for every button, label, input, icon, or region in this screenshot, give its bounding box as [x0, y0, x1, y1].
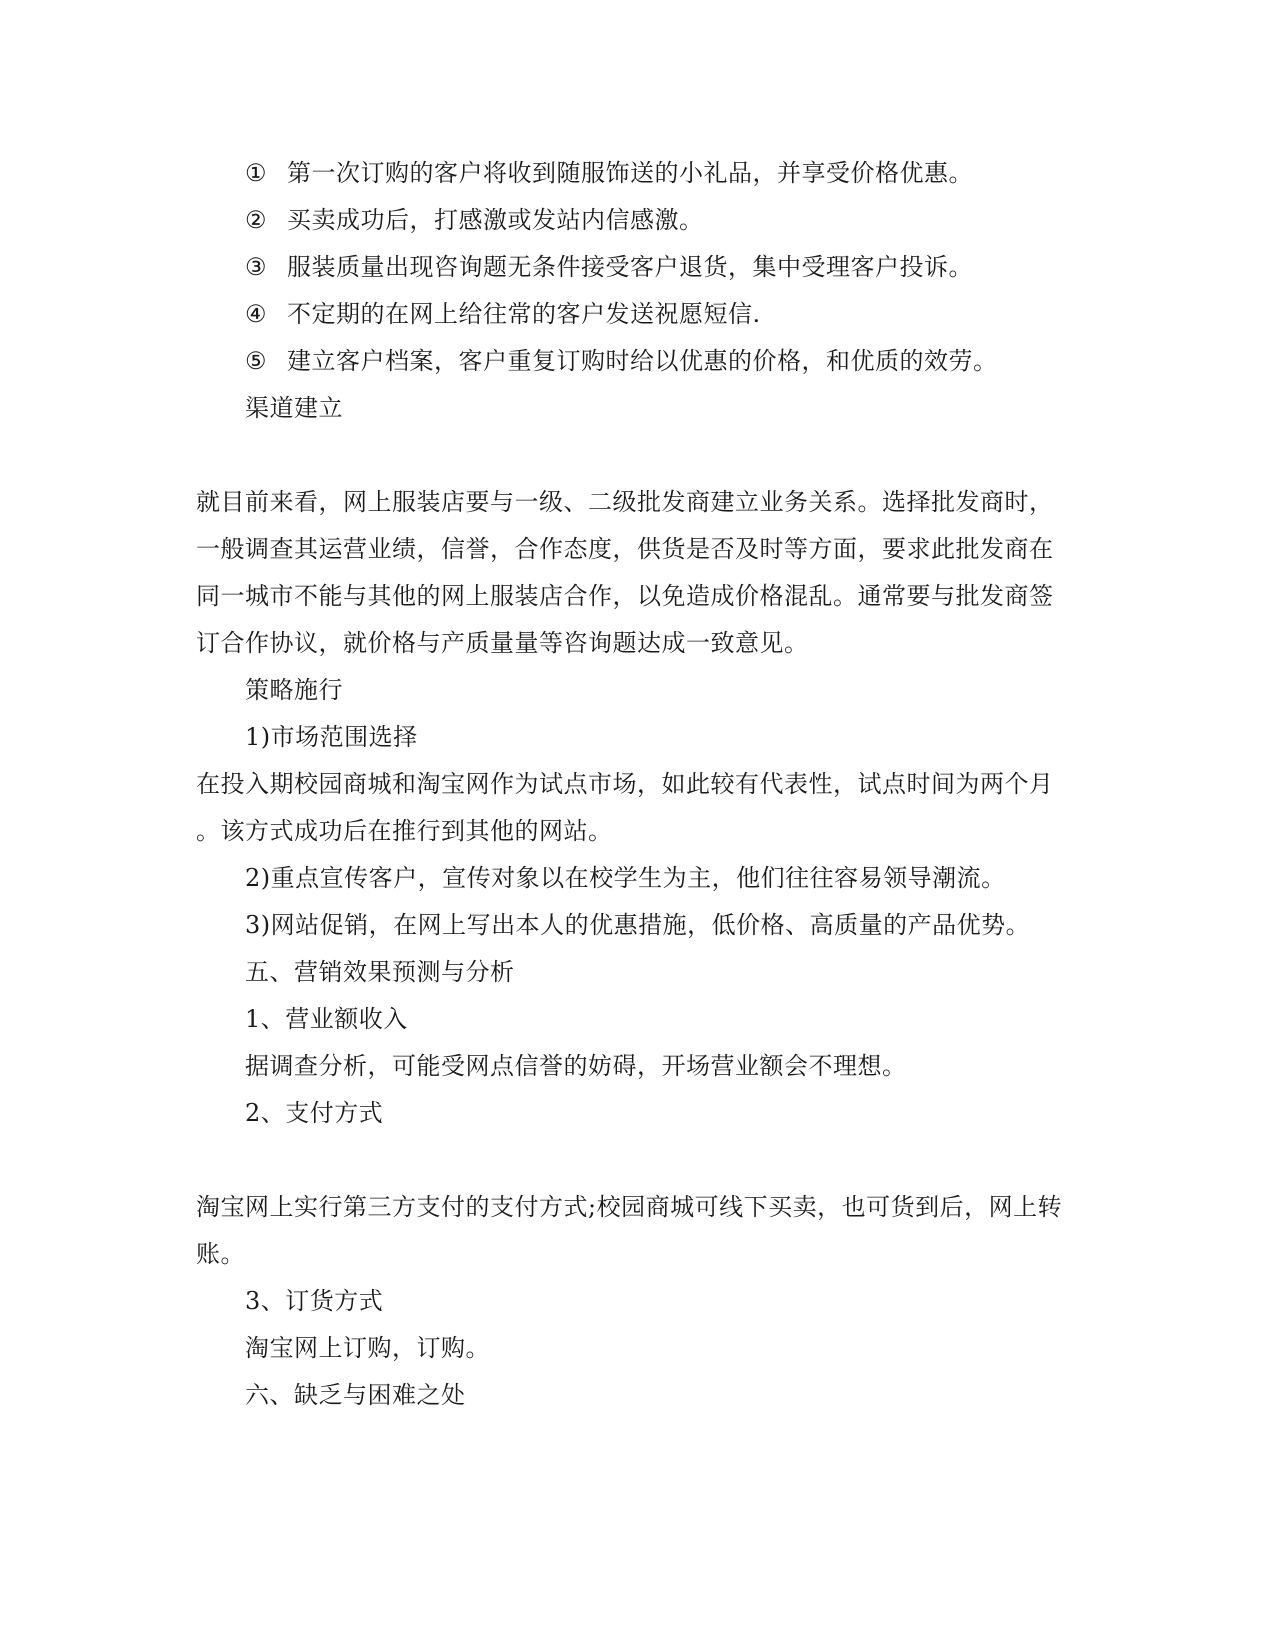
list-marker: ⑤ [245, 347, 268, 375]
strategy-item-2: 2)重点宣传客户，宣传对象以在校学生为主，他们往往容易领导潮流。 [245, 864, 1006, 892]
subsection-heading: 3、订货方式 [245, 1287, 384, 1315]
list-item [245, 346, 998, 376]
subsection-heading: 2、支付方式 [245, 1099, 384, 1127]
paragraph-line: 。该方式成功后在推行到其他的网站。 [196, 817, 613, 845]
list-marker: ④ [245, 300, 268, 328]
paragraph-line: 订合作协议，就价格与产质量量等咨询题达成一致意见。 [196, 629, 809, 657]
heading-strategy: 策略施行 [245, 676, 343, 704]
paragraph-line: 就目前来看，网上服装店要与一级、二级批发商建立业务关系。选择批发商时， [196, 488, 1054, 516]
list-item [245, 299, 761, 329]
paragraph-line: 账。 [196, 1240, 245, 1268]
list-marker: ① [245, 159, 268, 187]
list-item [245, 205, 704, 235]
list-item-text: 第一次订购的客户将收到随服饰送的小礼品，并享受价格优惠。 [287, 159, 973, 187]
paragraph-line: 同一城市不能与其他的网上服装店合作，以免造成价格混乱。通常要与批发商签 [196, 582, 1054, 610]
paragraph-line: 据调查分析，可能受网点信誉的妨碍，开场营业额会不理想。 [245, 1052, 907, 1080]
subsection-heading: 1、营业额收入 [245, 1005, 408, 1033]
strategy-item-1: 1)市场范围选择 [245, 723, 418, 751]
list-item-text: 不定期的在网上给往常的客户发送祝愿短信. [287, 300, 761, 328]
section-heading: 五、营销效果预测与分析 [245, 958, 515, 986]
strategy-item-3: 3)网站促销，在网上写出本人的优惠措施，低价格、高质量的产品优势。 [245, 911, 1031, 939]
list-item-text: 服装质量出现咨询题无条件接受客户退货，集中受理客户投诉。 [287, 253, 973, 281]
paragraph-line: 淘宝网上实行第三方支付的支付方式;校园商城可线下买卖，也可货到后，网上转 [196, 1193, 1063, 1221]
paragraph-line: 一般调查其运营业绩，信誉，合作态度，供货是否及时等方面，要求此批发商在 [196, 535, 1054, 563]
paragraph-line: 在投入期校园商城和淘宝网作为试点市场，如此较有代表性，试点时间为两个月 [196, 770, 1054, 798]
list-item [245, 252, 973, 282]
list-item [245, 158, 973, 188]
list-item-text: 建立客户档案，客户重复订购时给以优惠的价格，和优质的效劳。 [287, 347, 998, 375]
heading-channel: 渠道建立 [245, 394, 343, 422]
section-heading: 六、缺乏与困难之处 [245, 1381, 466, 1409]
list-marker: ③ [245, 253, 268, 281]
list-marker: ② [245, 206, 268, 234]
list-item-text: 买卖成功后，打感激或发站内信感激。 [287, 206, 704, 234]
paragraph-line: 淘宝网上订购，订购。 [245, 1334, 490, 1362]
